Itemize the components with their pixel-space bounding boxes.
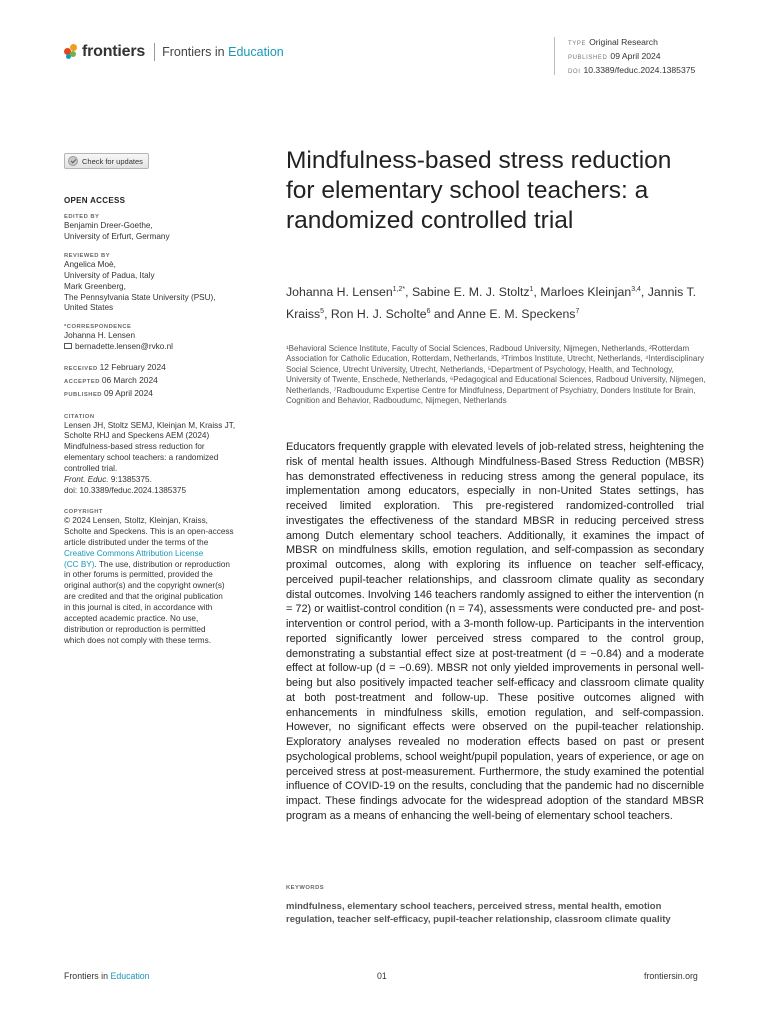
citation-label: CITATION [64,413,95,420]
page-number: 01 [377,971,387,981]
copyright-line: accepted academic practice. No use, [64,614,199,624]
keywords: mindfulness, elementary school teachers, perceived stress, mental health, emotion regulation, teacher self-efficacy, pupil-teacher relationship, classroom climate quality [286,901,671,926]
author-affil-sup: 5 [320,308,325,316]
author-name[interactable]: Anne E. M. Speckens [457,307,576,322]
author-name[interactable]: Ron H. J. Scholte [330,307,427,322]
copyright-line: in other forums is permitted, provided the [64,570,213,580]
reviewer-line: Angelica Moè, [64,259,116,269]
author-name[interactable]: Johanna H. Lensen [286,285,393,300]
copyright-line: © 2024 Lensen, Stoltz, Kleinjan, Kraiss, [64,515,208,525]
frontiers-logo[interactable] [64,42,284,62]
correspondence-label: *CORRESPONDENCE [64,324,132,331]
journal-name[interactable]: Frontiers in Education [162,45,284,59]
reviewer-line: University of Padua, Italy [64,270,155,280]
date-received: RECEIVED 12 February 2024 [64,362,166,373]
sidebar [64,153,264,647]
editor-name: Benjamin Dreer-Goethe, [64,221,153,230]
copyright-label: COPYRIGHT [64,508,103,515]
author-affil-sup: 6 [426,308,431,316]
article-meta [554,37,695,75]
copyright-line: original author(s) and the copyright owner(s) [64,581,225,591]
correspondence-name: Johanna H. Lensen [64,331,136,341]
license-link[interactable]: Creative Commons Attribution License [64,548,204,558]
author-name[interactable]: Sabine E. M. J. Stoltz [411,285,530,300]
copyright-line: article distributed under the terms of the [64,537,209,547]
copyright-line: are credited and that the original publication [64,592,223,602]
check-updates-icon [68,156,78,166]
meta-type: TYPE Original Research [568,37,658,47]
article-title: Mindfulness-based stress reduction for elementary school teachers: a randomized controlled trial [286,147,672,234]
citation-line: Mindfulness-based stress reduction for [64,442,205,452]
meta-doi[interactable]: DOI 10.3389/feduc.2024.1385375 [568,64,696,75]
affiliations: ¹Behavioral Science Institute, Faculty of Social Sciences, Radboud University, Nijmegen, Netherlands, ²Rotterdam Association for Catholic Education, Rotterdam, Netherlands, ³Trimbos Institute, Utrecht, Netherlands, ⁴Interdisciplinary Social Science, Utrecht University, Utrecht, Netherlands, ⁵Department of Psychology, Health, and Technology, University of Twente, Enschede, Netherlands, ⁶Pedagogical and Educational Sciences, Radboud University, Nijmegen, Netherlands, ⁷Radboudumc Expertise Centre for Mindfulness, Department of Psychiatry, Donders Institute for Brain, Cognition and Behavior, Radboudumc, Nijmegen, Netherlands [286,344,706,406]
author-affil-sup: 7 [575,308,580,316]
author-affil-sup: 1,2* [392,286,406,293]
keywords-label: KEYWORDS [286,885,325,891]
author-list: Johanna H. Lensen$^{1,2*}$, Sabine E. M. J. Stoltz$^1$, Marloes Kleinjan$^{3,4}$, Jannis T. Kraiss$^5$, Ron H. J. Scholte$^6$ and Anne E. M. Speckens$^7$ [286,285,697,322]
check-updates-button[interactable]: Check for updates [64,153,149,169]
copyright-line: in this journal is cited, in accordance with [64,603,213,613]
dates-block [64,362,264,400]
meta-published: PUBLISHED 09 April 2024 [568,50,661,61]
editor-affiliation: University of Erfurt, Germany [64,231,170,241]
reviewer-line: The Pennsylvania State University (PSU), [64,292,216,302]
citation-doi[interactable]: doi: 10.3389/feduc.2024.1385375 [64,485,187,495]
footer-site-link[interactable]: frontiersin.org [644,971,698,981]
author-affil-sup: 3,4 [631,286,641,293]
open-access-label: OPEN ACCESS [64,196,126,205]
copyright-line: (CC BY). The use, distribution or reproduction [64,559,230,569]
mail-icon [64,343,72,349]
edited-by-label: EDITED BY [64,214,100,220]
citation-line: elementary school teachers: a randomized [64,453,219,463]
header-divider [154,43,155,61]
reviewed-by-label: REVIEWED BY [64,252,111,259]
correspondence-email[interactable]: bernadette.lensen@rvko.nl [64,342,264,353]
copyright-line: distribution or reproduction is permitted [64,624,206,634]
reviewer-line: United States [64,303,114,313]
date-published: PUBLISHED 09 April 2024 [64,387,153,398]
date-accepted: ACCEPTED 06 March 2024 [64,374,158,385]
author-affil-sup: 1 [529,286,534,293]
brand-name: frontiers [82,43,146,60]
citation-line: Lensen JH, Stoltz SEMJ, Kleinjan M, Kraiss JT, [64,420,236,430]
author-name[interactable]: Jannis T. Kraiss [286,285,697,322]
copyright-line: Scholte and Speckens. This is an open-access [64,526,234,536]
citation-line: controlled trial. [64,464,118,474]
author-name[interactable]: Marloes Kleinjan [540,285,632,300]
copyright-line: which does not comply with these terms. [64,635,211,645]
reviewer-line: Mark Greenberg, [64,281,126,291]
frontiers-logo-icon [64,44,78,60]
cc-by-link[interactable]: (CC BY) [64,559,95,569]
citation-line: Scholte RHJ and Speckens AEM (2024) [64,431,210,441]
footer-journal[interactable]: Frontiers in Education [64,971,150,981]
citation-journal: Front. Educ. 9:1385375. [64,475,152,485]
abstract: Educators frequently grapple with elevated levels of job-related stress, heightening the risk of mental health issues. Although Mindfulness-Based Stress Reduction (MBSR) has demonstrated effectiveness in reducing stress among the general populace, its implementation among educators, especially in non-United States settings, has received limited exploration. This pre-registered randomized-controlled trial investigates the effectiveness of the standard MBSR in reducing perceived stress among Dutch elementary school teachers. Additionally, it examines the impact of MBSR on mindfulness skills, emotion regulation, and self-compassion as secondary proximal outcomes, along with exploring its influence on teacher self-efficacy, perceived pupil-teacher relationships, and classroom climate quality as secondary distal outcomes. Involving 146 teachers randomly assigned to either the intervention (n = 72) or waitlist-control condition (n = 74), assessments were conducted pre- and post-intervention or control period, with a 3-month follow-up. Participants in the intervention reported significantly lower perceived stress compared to the control group, demonstrating a substantial effect size at post-treatment (d = −0.84) and a moderate effect at follow-up (d = −0.69). MBSR not only yielded improvements in personal well-being but also positively impacted teacher self-efficacy and classroom climate quality at both post-treatment and follow-up. These positive outcomes aligned with enhancements in mindfulness skills, emotion regulation, and self-compassion. However, no significant effects were observed on the pupil-teacher relationship. Exploratory analyses revealed no moderation effects based on past or present psychological problems, school weight/pupil population, years of experience, or age on perceived stress at post-measurement. Furthermore, the study examined the potential influence of COVID-19 on the results, concluding that the pandemic had no discernible impact. These findings advocate for the widespread adoption of the standard MBSR program as a means of enhancing the well-being of elementary school teachers. [286,441,704,822]
